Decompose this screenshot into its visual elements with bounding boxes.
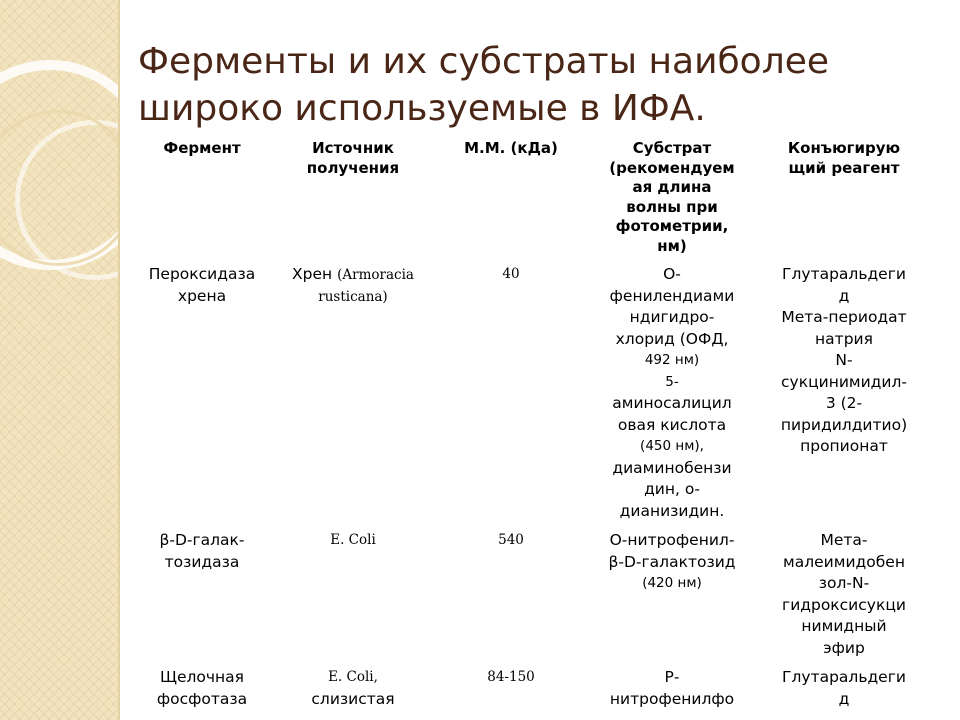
decorative-ring-faint [0, 110, 120, 266]
header-mass-text: М.М. (кДа) [464, 139, 558, 157]
cell-conjugate [758, 260, 930, 526]
header-mass [436, 136, 586, 260]
cell-line: N- [835, 351, 853, 369]
cell-line: нитрофенилфо [609, 689, 735, 708]
cell-line: 492 нм) [644, 352, 700, 368]
slide-title [138, 38, 938, 132]
cell-line: овая кислота [617, 415, 727, 434]
cell-line: дин, о- [644, 480, 700, 498]
enzyme-table [134, 136, 930, 714]
cell-line: 84-150 [487, 669, 535, 685]
cell-line: дианизидин. [619, 501, 725, 520]
cell-line: малеимидобен [783, 552, 905, 571]
cell-line: E. Coli [330, 532, 376, 548]
cell-enzyme [134, 260, 270, 526]
table-row [134, 526, 930, 663]
table-row [134, 260, 930, 526]
cell-line: β-D-галактозид [608, 552, 736, 571]
cell-line: гидроксисукци [782, 595, 906, 614]
header-enzyme [134, 136, 270, 260]
cell-line: β-D-галак- [159, 531, 245, 549]
cell-line: E. Coli, [328, 669, 378, 685]
cell-enzyme [134, 526, 270, 663]
cell-line: эфир [823, 638, 865, 657]
cell-substrate [586, 663, 758, 714]
table-row [134, 663, 930, 714]
source-latin-text: rusticana) [318, 288, 388, 305]
header-conjugate [758, 136, 930, 260]
cell-line: тозидаза [164, 552, 240, 571]
cell-line: О- [663, 265, 681, 283]
table-header-row [134, 136, 930, 260]
cell-line: (420 нм) [642, 575, 702, 591]
cell-source [270, 663, 436, 714]
cell-line: Глутаральдеги [782, 668, 906, 686]
header-source-line: Источник [312, 139, 394, 157]
cell-line: д [838, 689, 850, 708]
cell-mass [436, 260, 586, 526]
cell-line: хлорид (ОФД, [615, 329, 729, 348]
cell-line: фенилендиами [609, 286, 735, 305]
cell-line: пиридилдитио) [780, 415, 908, 434]
cell-line: 40 [502, 266, 520, 282]
cell-source [270, 260, 436, 526]
source-latin-text: (Armoracia [337, 267, 414, 283]
header-substrate-line: Субстрат [632, 139, 712, 157]
cell-source [270, 526, 436, 663]
cell-line: слизистая [311, 689, 395, 708]
cell-line: Р- [664, 668, 680, 686]
cell-line: Глутаральдеги [782, 265, 906, 283]
header-substrate-line: фотометрии, [615, 217, 729, 235]
header-substrate-line: нм) [657, 236, 687, 255]
header-substrate-line: ая длина [632, 178, 712, 196]
cell-substrate [586, 526, 758, 663]
slide-title-line-2: широко используемые в ИФА. [138, 88, 706, 129]
decorative-side-strip [0, 0, 120, 720]
slide-title-line-1: Ферменты и их субстраты наиболее [138, 41, 829, 82]
header-substrate-line: волны при [626, 197, 718, 216]
cell-line: Мета- [820, 531, 868, 549]
cell-line: сукцинимидил- [781, 372, 907, 391]
cell-line: хрена [177, 286, 227, 305]
cell-line [272, 264, 434, 287]
cell-line: фосфотаза [156, 689, 248, 708]
cell-mass [436, 526, 586, 663]
cell-enzyme [134, 663, 270, 714]
header-substrate-line: (рекомендуем [609, 158, 735, 177]
cell-line: Пероксидаза [148, 265, 256, 283]
header-source-line: получения [306, 158, 400, 177]
cell-line: д [838, 286, 850, 305]
cell-line: аминосалицил [612, 394, 732, 412]
header-source [270, 136, 436, 260]
cell-line: 5- [665, 373, 679, 390]
cell-line: (450 нм), [640, 438, 704, 454]
cell-line: нимидный [801, 617, 887, 635]
header-conjugate-line: щий реагент [788, 158, 900, 177]
cell-line: пропионат [800, 437, 888, 455]
source-main-text: Хрен [292, 265, 338, 283]
header-substrate [586, 136, 758, 260]
cell-conjugate [758, 663, 930, 714]
cell-line: натрия [815, 329, 873, 348]
cell-line: 3 (2- [825, 394, 863, 412]
cell-line: диаминобензи [612, 458, 732, 477]
cell-line: 540 [498, 532, 524, 548]
cell-conjugate [758, 526, 930, 663]
header-enzyme-text: Фермент [163, 139, 241, 157]
cell-substrate [586, 260, 758, 526]
cell-line: ндигидро- [629, 308, 715, 326]
cell-mass [436, 663, 586, 714]
cell-line: Щелочная [160, 668, 244, 686]
cell-line: зол-N- [818, 574, 870, 592]
header-conjugate-line: Конъюгирую [787, 139, 901, 157]
cell-line: Мета-периодат [781, 308, 907, 326]
cell-line: О-нитрофенил- [609, 531, 735, 549]
